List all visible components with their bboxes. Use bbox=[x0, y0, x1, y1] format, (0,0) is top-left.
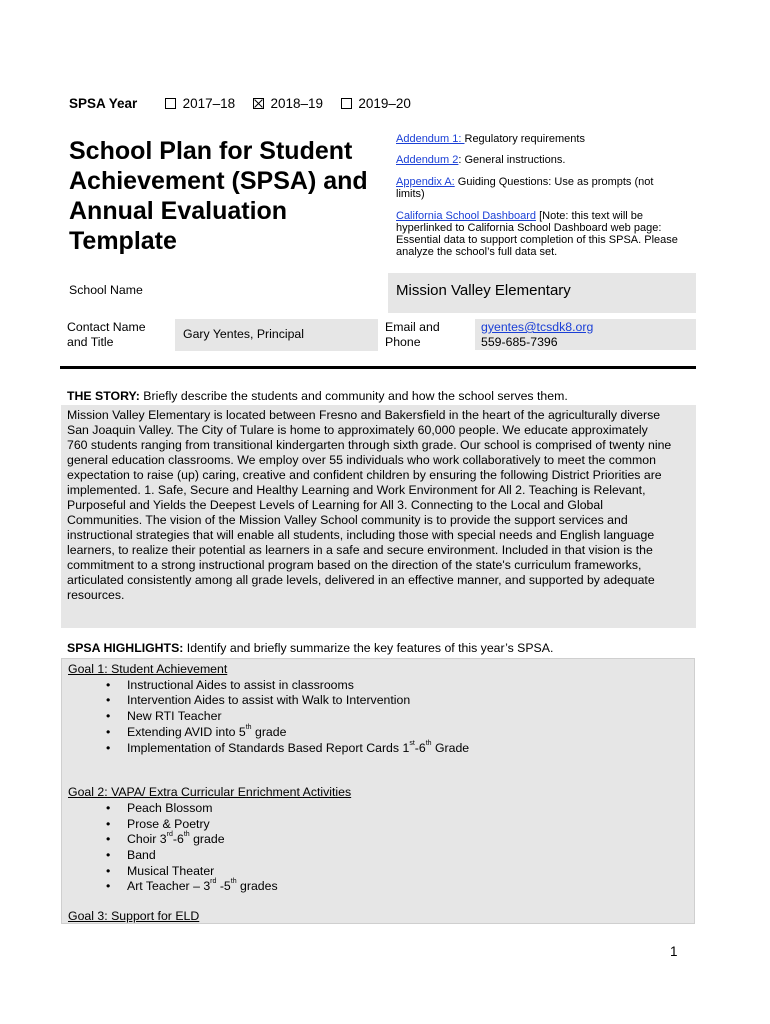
story-line: implemented. 1. Safe, Secure and Healthy Learning and Work Environment for All 2. Teaching is Relevant, bbox=[67, 483, 646, 497]
story-line: 760 students ranging from transitional kindergarten through sixth grade. Our school is comprised of twenty nine bbox=[67, 438, 672, 452]
title-line-3: Annual Evaluation bbox=[69, 197, 288, 225]
addendum-2: Addendum 2: General instructions. bbox=[396, 154, 566, 166]
title-line-1: School Plan for Student bbox=[69, 137, 353, 165]
list-item: • Musical Theater bbox=[127, 864, 688, 880]
story-heading: THE STORY: bbox=[67, 389, 140, 403]
story-heading-row: THE STORY: Briefly describe the students and community and how the school serves them. bbox=[67, 389, 568, 403]
spsa-year-row bbox=[69, 96, 411, 111]
story-text-box[interactable] bbox=[61, 405, 696, 628]
story-line: Purposeful and Yields the Deepest Levels of Learning for All 3. Connecting to the Local and Global bbox=[67, 498, 603, 512]
page-number: 1 bbox=[670, 944, 678, 959]
goal-3-title: Goal 3: Support for ELD bbox=[68, 909, 200, 924]
list-item: • Implementation of Standards Based Report Cards 1st-6th Grade bbox=[127, 741, 688, 757]
option-2017-18-label: 2017–18 bbox=[182, 96, 236, 111]
dashboard-note: California School Dashboard [Note: this text will be hyperlinked to California School Dashboard web page: Essential data to support completion of this SPSA. Please analyze the school’s full data set. bbox=[396, 210, 678, 258]
story-line: Communities. The vision of the Mission Valley School community is to provide the support services and bbox=[67, 513, 628, 527]
option-2018-19-label: 2018–19 bbox=[270, 96, 324, 111]
spsa-year-label: SPSA Year bbox=[69, 96, 138, 111]
title-line-4: Template bbox=[69, 227, 177, 255]
highlights-heading-row: SPSA HIGHLIGHTS: Identify and briefly summarize the key features of this year’s SPSA. bbox=[67, 641, 554, 655]
page-title bbox=[69, 136, 389, 256]
title-line-2: Achievement (SPSA) and bbox=[69, 167, 368, 195]
goal-2-list bbox=[68, 801, 688, 895]
checkbox-2019-20[interactable] bbox=[341, 98, 352, 109]
school-name-label: School Name bbox=[69, 283, 143, 297]
highlights-box[interactable] bbox=[61, 658, 695, 924]
story-line: learners, to realize their potential as learners in a safe and secure environment. Included in that vision is the bbox=[67, 543, 653, 557]
phone-value: 559-685-7396 bbox=[481, 335, 558, 349]
list-item: • Extending AVID into 5th grade bbox=[127, 725, 688, 741]
appendix-a: Appendix A: Guiding Questions: Use as prompts (not limits) bbox=[396, 176, 654, 200]
school-name-value: Mission Valley Elementary bbox=[396, 282, 571, 299]
highlights-heading: SPSA HIGHLIGHTS: bbox=[67, 641, 184, 655]
email-phone-field[interactable] bbox=[475, 319, 696, 350]
option-2019-20-label: 2019–20 bbox=[358, 96, 411, 111]
appendix-a-link[interactable]: Appendix A: bbox=[396, 176, 455, 188]
addendum-2-link[interactable]: Addendum 2 bbox=[396, 154, 459, 166]
checkbox-2018-19[interactable] bbox=[253, 98, 264, 109]
story-line: commitment to a strong instructional program based on the direction of the state's curriculum frameworks, bbox=[67, 558, 642, 572]
section-divider bbox=[60, 366, 696, 369]
school-name-field[interactable] bbox=[388, 273, 696, 313]
addendum-1-link[interactable]: Addendum 1: bbox=[396, 133, 465, 145]
list-item: • Choir 3rd-6th grade bbox=[127, 832, 688, 848]
contact-value: Gary Yentes, Principal bbox=[183, 327, 304, 341]
list-item: • New RTI Teacher bbox=[127, 709, 688, 725]
goal-1-title: Goal 1: Student Achievement bbox=[68, 662, 228, 676]
list-item: • Peach Blossom bbox=[127, 801, 688, 817]
checkbox-2017-18[interactable] bbox=[165, 98, 176, 109]
addendum-1: Addendum 1: Regulatory requirements bbox=[396, 133, 585, 145]
list-item: • Intervention Aides to assist with Walk to Intervention bbox=[127, 693, 688, 709]
story-line: general education classrooms. We employ over 55 individuals who work collaboratively to meet the common bbox=[67, 453, 656, 467]
email-phone-label: Email and Phone bbox=[385, 320, 440, 349]
dashboard-link[interactable]: California School Dashboard bbox=[396, 210, 537, 222]
story-line: expectation to raise (up) caring, creative and confident children by ensuring the following District Priorities are bbox=[67, 468, 662, 482]
story-line: resources. bbox=[67, 588, 125, 602]
list-item: • Instructional Aides to assist in classrooms bbox=[127, 678, 688, 694]
contact-label: Contact Name and Title bbox=[67, 320, 146, 349]
story-line: articulated consistently among all grade levels, delivered in an effective manner, and supported by adequate bbox=[67, 573, 655, 587]
story-text bbox=[67, 408, 695, 603]
list-item: • Prose & Poetry bbox=[127, 817, 688, 833]
list-item: • Art Teacher – 3rd -5th grades bbox=[127, 879, 688, 895]
story-line: San Joaquin Valley. The City of Tulare is home to approximately 60,000 people. We educate approximately bbox=[67, 423, 648, 437]
story-line: Mission Valley Elementary is located between Fresno and Bakersfield in the heart of the agriculturally diverse bbox=[67, 408, 661, 422]
goal-1-list bbox=[68, 678, 688, 757]
list-item: • Band bbox=[127, 848, 688, 864]
contact-field[interactable] bbox=[175, 319, 378, 351]
goal-2-title: Goal 2: VAPA/ Extra Curricular Enrichment Activities bbox=[68, 785, 352, 800]
email-link[interactable]: gyentes@tcsdk8.org bbox=[481, 320, 594, 334]
story-line: instructional strategies that will enable all students, including those with special needs and English language bbox=[67, 528, 655, 542]
